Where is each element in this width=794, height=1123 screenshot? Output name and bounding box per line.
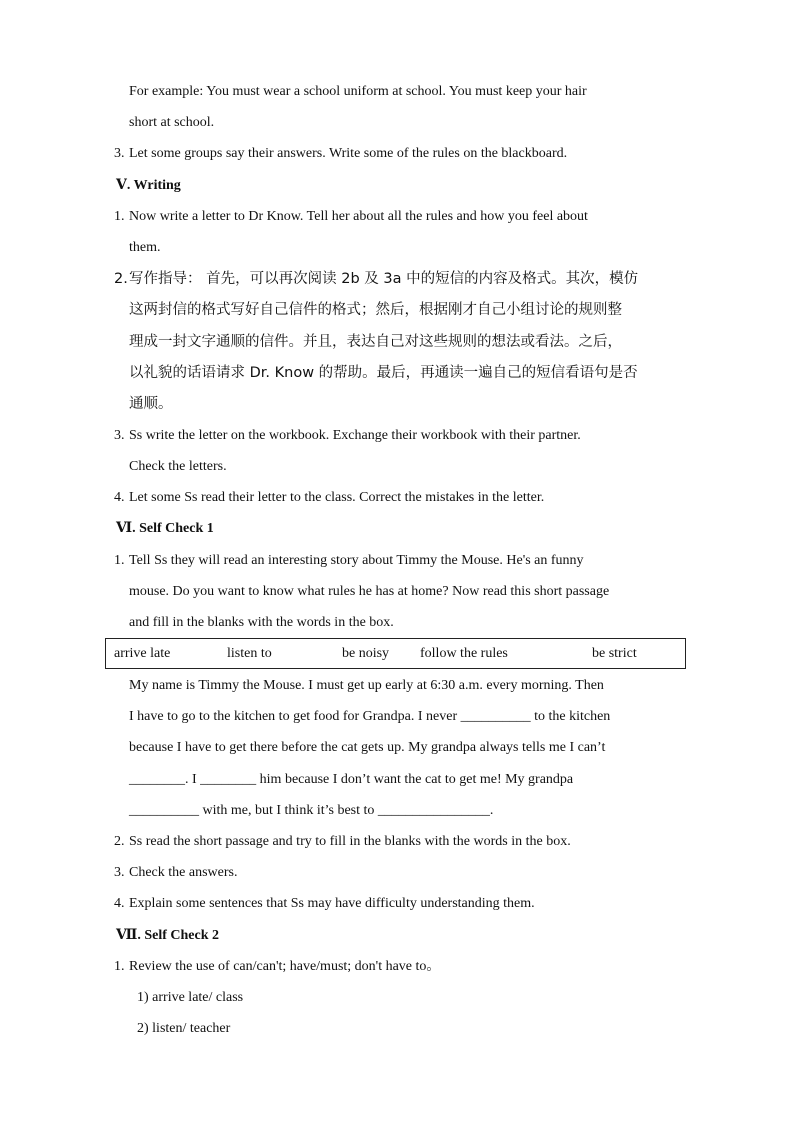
self-check-1-item-3	[114, 864, 694, 882]
self-check-2-sub-1: 1) arrive late/ class	[137, 990, 244, 1005]
list-number: 1.	[114, 553, 125, 568]
list-text: 写作指导： 首先，可以再次阅读 2b 及 3a 中的短信的内容及格式。其次，模仿	[129, 271, 639, 287]
self-check-1-item-2	[114, 833, 694, 851]
list-text: Explain some sentences that Ss may have difficulty understanding them.	[129, 896, 535, 911]
list-text: Check the answers.	[129, 865, 238, 880]
list-number: 3.	[114, 428, 125, 443]
list-text: Now write a letter to Dr Know. Tell her about all the rules and how you feel about	[129, 209, 588, 224]
writing-item-2-line-4: 以礼貌的话语请求 Dr. Know 的帮助。最后，再通读一遍自己的短信看语句是否	[129, 365, 638, 381]
list-number: 4.	[114, 490, 125, 505]
list-number: 1.	[114, 209, 125, 224]
list-text: Ss write the letter on the workbook. Exchange their workbook with their partner.	[129, 428, 581, 443]
writing-item-1	[114, 208, 694, 226]
word-box	[105, 638, 686, 669]
example-line-2: short at school.	[129, 115, 215, 130]
list-number: 2.	[114, 271, 128, 287]
self-check-2-item-1	[114, 958, 694, 976]
passage-line-1: My name is Timmy the Mouse. I must get up early at 6:30 a.m. every morning. Then	[129, 678, 604, 693]
list-number: 2.	[114, 834, 125, 849]
word-box-item: arrive late	[114, 646, 171, 661]
list-text: Ss read the short passage and try to fill in the blanks with the words in the box.	[129, 834, 571, 849]
section-heading-self-check-1: Ⅵ. Self Check 1	[116, 521, 214, 536]
writing-item-2-line-3: 理成一封文字通顺的信件。并且，表达自己对这些规则的想法或看法。之后，	[129, 334, 622, 350]
word-box-item: listen to	[227, 646, 272, 661]
passage-line-3: because I have to get there before the cat gets up. My grandpa always tells me I can’t	[129, 740, 606, 755]
passage-line-4: ________. I ________ him because I don’t want the cat to get me! My grandpa	[129, 772, 574, 787]
list-number: 3.	[114, 146, 125, 161]
writing-item-2-line-2: 这两封信的格式写好自己信件的格式；然后，根据刚才自己小组讨论的规则整	[129, 302, 622, 318]
writing-item-4	[114, 489, 694, 507]
self-check-1-item-1-line-3: and fill in the blanks with the words in the box.	[129, 615, 394, 630]
list-text: Tell Ss they will read an interesting story about Timmy the Mouse. He's an funny	[129, 553, 584, 568]
list-number: 4.	[114, 896, 125, 911]
passage-line-2: I have to go to the kitchen to get food for Grandpa. I never __________ to the kitchen	[129, 709, 611, 724]
section-heading-self-check-2: Ⅶ. Self Check 2	[116, 928, 220, 943]
self-check-1-item-4	[114, 895, 694, 913]
writing-item-3	[114, 427, 694, 445]
list-number: 1.	[114, 959, 125, 974]
list-item-3	[114, 145, 694, 163]
list-text: Let some groups say their answers. Write some of the rules on the blackboard.	[129, 146, 568, 161]
word-box-item: follow the rules	[420, 646, 508, 661]
section-heading-writing: Ⅴ. Writing	[116, 178, 181, 193]
list-text: Let some Ss read their letter to the class. Correct the mistakes in the letter.	[129, 490, 545, 505]
writing-item-1-cont: them.	[129, 240, 161, 255]
self-check-1-item-1-line-2: mouse. Do you want to know what rules he has at home? Now read this short passage	[129, 584, 610, 599]
list-number: 3.	[114, 865, 125, 880]
example-line-1: For example: You must wear a school uniform at school. You must keep your hair	[129, 84, 587, 99]
passage-line-5: __________ with me, but I think it’s best to ________________.	[129, 803, 494, 818]
writing-item-2-line-5: 通顺。	[129, 396, 173, 412]
writing-item-2	[114, 270, 694, 288]
writing-item-3-cont: Check the letters.	[129, 459, 227, 474]
word-box-item: be noisy	[342, 646, 390, 661]
word-box-item: be strict	[592, 646, 637, 661]
self-check-1-item-1	[114, 552, 694, 570]
list-text: Review the use of can/can't; have/must; don't have to。	[129, 959, 441, 974]
self-check-2-sub-2: 2) listen/ teacher	[137, 1021, 231, 1036]
